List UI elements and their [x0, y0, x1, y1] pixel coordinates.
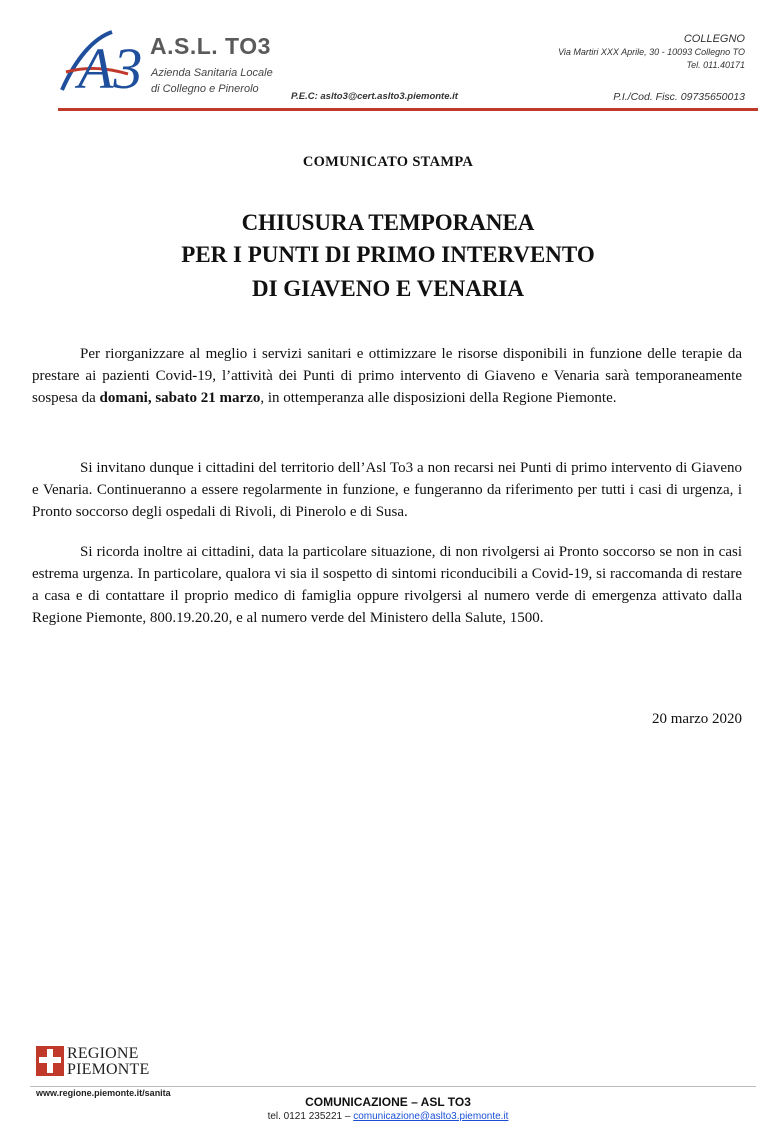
region-name-line-2: PIEMONTE	[67, 1061, 150, 1078]
header-address: Via Martiri XXX Aprile, 30 - 10093 Collegno TO	[558, 47, 745, 57]
document-title-line-2: PER I PUNTI DI PRIMO INTERVENTO	[181, 242, 595, 267]
paragraph-3: Si ricorda inoltre ai cittadini, data la particolare situazione, di non rivolgersi ai Pronto soccorso se non in casi estrema urgenza. In particolare, qualora vi sia il sospetto di sintomi riconducibili a Covid-19, si raccomanda di restare a casa e di contattare il proprio medico di famiglia oppure rivolgersi al numero verde di emergenza attivato dalla Regione Piemonte, 800.19.20.20, e al numero verde del Ministero della Salute, 1500.	[32, 544, 742, 626]
region-name-line-1: REGIONE	[67, 1045, 139, 1062]
paragraph-1	[32, 343, 742, 409]
footer-telephone: tel. 0121 235221 –	[267, 1111, 354, 1122]
footer-divider	[30, 1086, 756, 1087]
footer-department: COMUNICAZIONE – ASL TO3	[305, 1095, 471, 1109]
header-pec-email: P.E.C: aslto3@cert.aslto3.piemonte.it	[291, 91, 458, 102]
header-divider	[58, 108, 758, 111]
asl-to3-logo	[58, 28, 142, 98]
footer-email-link[interactable]: comunicazione@aslto3.piemonte.it	[353, 1111, 509, 1122]
regione-piemonte-logo	[36, 1046, 64, 1076]
paragraph-1-bold-date: domani, sabato 21 marzo	[99, 390, 261, 406]
footer-contact	[0, 1111, 776, 1122]
region-website-link[interactable]: www.regione.piemonte.it/sanita	[36, 1088, 171, 1098]
organization-full-name-line-2: di Collegno e Pinerolo	[151, 83, 259, 95]
organization-name: A.S.L. TO3	[150, 33, 271, 59]
logo-lettering: A3	[78, 36, 142, 98]
header-tax-code: P.I./Cod. Fisc. 09735650013	[613, 91, 745, 103]
paragraph-2: Si invitano dunque i cittadini del territorio dell’Asl To3 a non recarsi nei Punti di primo intervento di Giaveno e Venaria. Continueranno a essere regolarmente in funzione, e fungeranno da riferimento per tutti i casi di urgenza, i Pronto soccorso degli ospedali di Rivoli, di Pinerolo e di Susa.	[32, 460, 742, 520]
header-telephone: Tel. 011.40171	[686, 60, 745, 70]
document-title-line-3: DI GIAVENO E VENARIA	[251, 276, 524, 301]
paragraph-1-text: Per riorganizzare al meglio i servizi sanitari e ottimizzare le risorse disponibili in funzione delle terapie da prestare ai pazienti Covid-19, l’attività dei Punti di primo intervento di Giaveno e Venaria sarà temporaneamente sospesa da	[32, 346, 742, 406]
document-title-line-1: CHIUSURA TEMPORANEA	[241, 210, 535, 235]
header-city: COLLEGNO	[683, 33, 745, 45]
paragraph-1-text-end: , in ottemperanza alle disposizioni della Regione Piemonte.	[260, 390, 617, 406]
document-date: 20 marzo 2020	[652, 711, 742, 727]
document-label: COMUNICATO STAMPA	[302, 154, 474, 170]
organization-full-name-line-1: Azienda Sanitaria Locale	[151, 67, 273, 79]
